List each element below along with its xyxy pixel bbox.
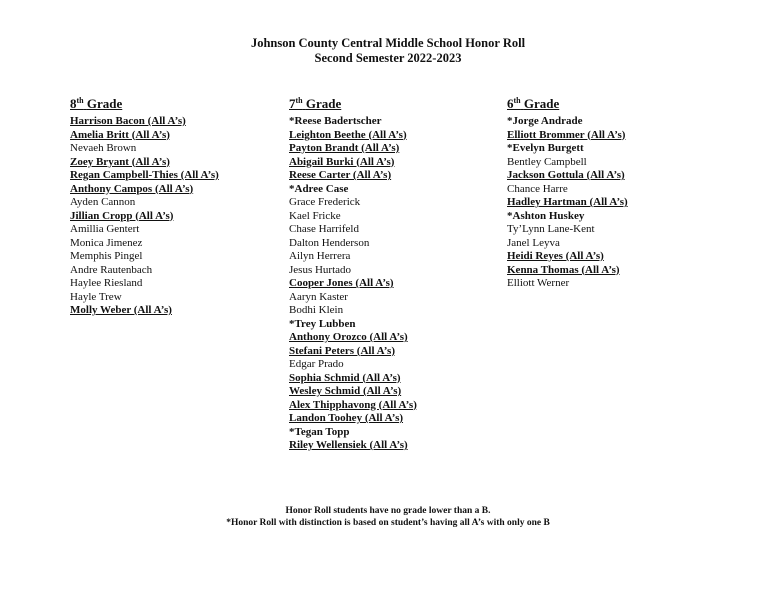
grade-6-heading [507,93,628,112]
student-name: Alex Thipphavong (All A’s) [289,398,417,411]
grade-6-student-list [507,115,628,291]
student-name: Sophia Schmid (All A’s) [289,371,401,384]
student-name: Memphis Pingel [70,250,143,262]
student-name: Dalton Henderson [289,236,370,249]
student-name: Elliott Brommer (All A’s) [507,128,626,141]
student-name: Ailyn Herrera [289,250,351,262]
grade-ordinal-suffix: th [295,96,303,105]
student-name: Elliott Werner [507,277,570,289]
student-name: Haylee Riesland [70,277,143,289]
student-name: Abigail Burki (All A’s) [289,155,395,168]
document-title: Johnson County Central Middle School Honor Roll [250,36,526,50]
footer-note-honor-roll: Honor Roll students have no grade lower than a B. [285,506,491,516]
grade-8-column [70,93,219,318]
student-name: Jillian Cropp (All A’s) [70,209,174,222]
student-name: Payton Brandt (All A’s) [289,142,400,154]
document-footer [0,505,776,529]
grade-6-column [507,93,628,291]
student-name: Janel Leyva [507,236,560,249]
student-name: Ayden Cannon [70,196,136,208]
student-name: Edgar Prado [289,358,344,370]
grade-word: Grade [305,96,342,111]
student-name: Jackson Gottula (All A’s) [507,169,625,181]
student-name: Amillia Gentert [70,223,140,235]
student-name: Chase Harrifeld [289,223,359,235]
grade-8-heading [70,93,219,112]
student-name: *Ashton Huskey [507,209,585,222]
student-name: *Trey Lubben [289,317,356,330]
student-name: Jesus Hurtado [289,263,352,276]
student-name: *Evelyn Burgett [507,142,584,154]
student-name: *Jorge Andrade [507,115,583,127]
student-name: Harrison Bacon (All A’s) [70,115,186,127]
grade-ordinal-suffix: th [76,96,84,105]
student-name: Landon Toohey (All A’s) [289,412,404,424]
student-name: Hadley Hartman (All A’s) [507,196,628,208]
grade-7-column [289,93,417,453]
student-name: Molly Weber (All A’s) [70,304,172,316]
grade-ordinal-suffix: th [513,96,521,105]
student-name: Anthony Orozco (All A’s) [289,331,408,343]
grade-word: Grade [86,96,123,111]
student-name: *Reese Badertscher [289,115,382,127]
student-name: Cooper Jones (All A’s) [289,277,394,289]
grade-word: Grade [523,96,560,111]
document-header [0,36,776,66]
student-name: Leighton Beethe (All A’s) [289,128,407,141]
student-name: Riley Wellensiek (All A’s) [289,439,408,451]
student-name: Grace Frederick [289,196,361,208]
grade-number: 7 [289,96,296,111]
student-name: Zoey Bryant (All A’s) [70,155,170,168]
grade-8-student-list [70,115,219,318]
student-name: Bentley Campbell [507,155,587,168]
student-name: *Adree Case [289,182,349,195]
student-name: Amelia Britt (All A’s) [70,128,170,141]
student-name: Nevaeh Brown [70,142,137,154]
grade-7-student-list [289,115,417,453]
student-name: Regan Campbell-Thies (All A’s) [70,169,219,181]
student-name: Kael Fricke [289,209,341,222]
student-name: Andre Rautenbach [70,263,153,276]
student-name: Monica Jimenez [70,236,143,249]
grade-7-heading [289,93,417,112]
document-subtitle: Second Semester 2022-2023 [314,51,462,65]
student-name: Wesley Schmid (All A’s) [289,385,402,397]
student-name: *Tegan Topp [289,425,350,438]
student-name: Chance Harre [507,182,568,195]
student-name: Hayle Trew [70,290,122,303]
grade-number: 8 [70,96,77,111]
student-name: Aaryn Kaster [289,290,348,303]
student-name: Anthony Campos (All A’s) [70,182,194,195]
student-name: Heidi Reyes (All A’s) [507,250,604,262]
grade-number: 6 [507,96,514,111]
student-name: Kenna Thomas (All A’s) [507,263,620,276]
student-name: Bodhi Klein [289,304,344,316]
student-name: Reese Carter (All A’s) [289,169,392,181]
student-name: Ty’Lynn Lane-Kent [507,223,595,235]
footer-note-distinction: *Honor Roll with distinction is based on student’s having all A’s with only one B [226,518,550,528]
student-name: Stefani Peters (All A’s) [289,344,395,357]
